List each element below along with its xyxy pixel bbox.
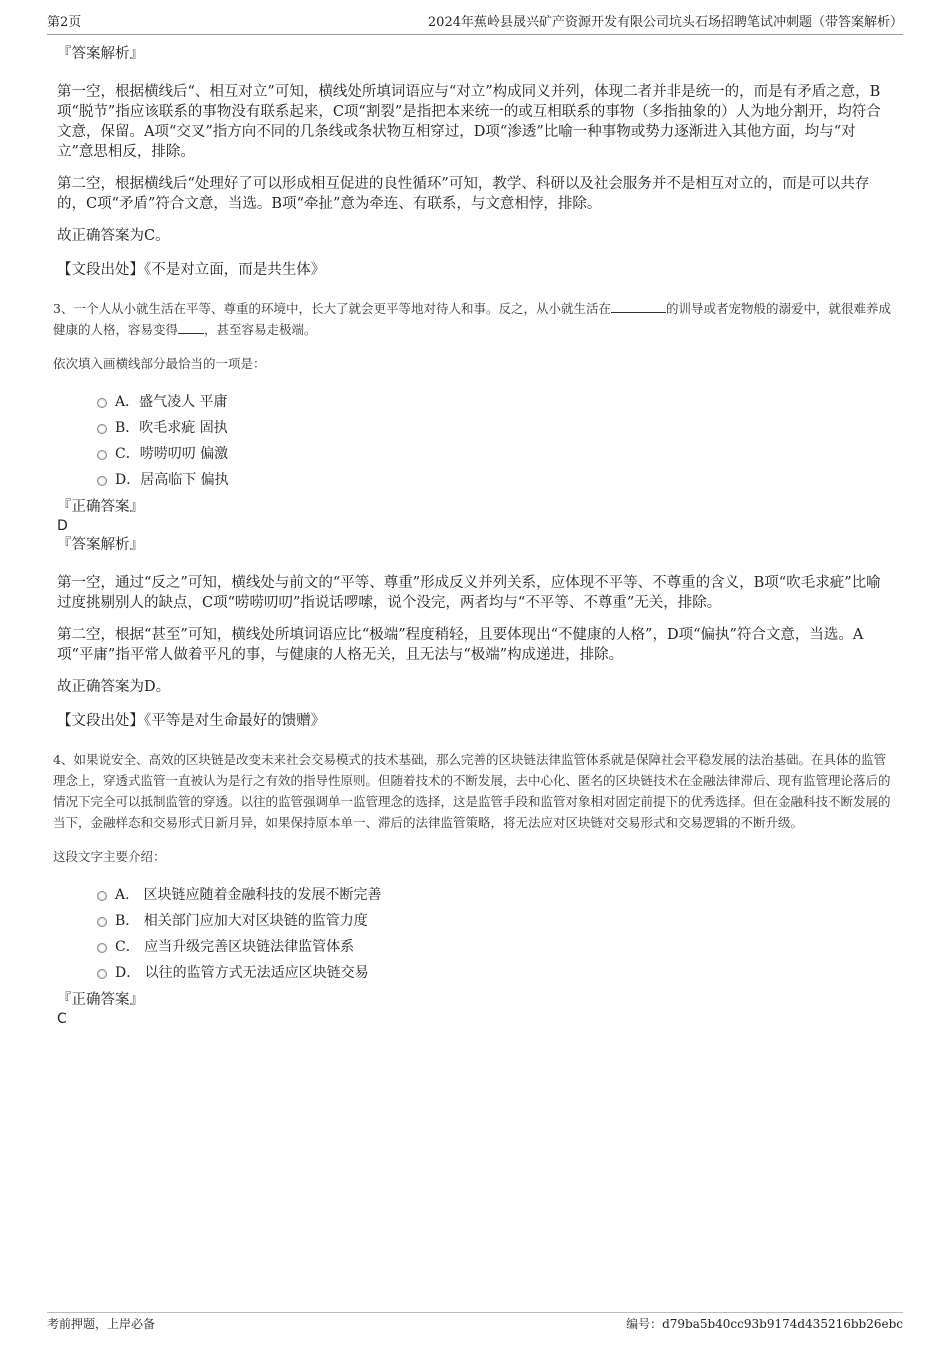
analysis-heading: 『答案解析』 [57,46,144,62]
correct-answer: D [57,518,68,534]
question-prompt: 依次填入画横线部分最恰当的一项是： [53,356,266,371]
option-a[interactable] [97,882,892,908]
option-label: B． 相关部门应加大对区块链的监管力度 [115,913,368,929]
document-id: 编号：d79ba5b40cc93b9174d435216bb26ebc [626,1317,903,1331]
fill-blank [178,320,204,334]
option-label: D． 以往的监管方式无法适应区块链交易 [115,965,369,981]
option-label: D．居高临下 偏执 [115,472,229,488]
page-footer [47,1312,903,1331]
option-list [97,882,892,986]
correct-answer: C [57,1011,67,1027]
fill-blank [611,299,666,313]
analysis-paragraph: 第一空，通过“反之”可知，横线处与前文的“平等、尊重”形成反义并列关系，应体现不平等、不尊重的含义，B项“吹毛求疵”比喻过度挑剔别人的缺点，C项“唠唠叨叨”指说话啰嗦，说个没完，两者均与“不平等、不尊重”无关，排除。 [57,575,881,611]
option-label: B．吹毛求疵 固执 [115,420,228,436]
option-b[interactable] [97,908,892,934]
source-citation: 【文段出处】《不是对立面，而是共生体》 [57,262,326,278]
question-stem-part: 3、一个人从小就生活在平等、尊重的环境中，长大了就会更平等地对待人和事。反之，从小就生活在 [53,301,611,316]
question-stem-part: 的训导或者宠物般的溺爱中，就很难养成健康的人格，容易变得 [53,301,891,337]
radio-icon[interactable] [97,450,107,460]
option-list [97,389,892,493]
page-number: 第2页 [47,15,82,30]
question-stem-part: ，甚至容易走极端。 [204,322,317,337]
radio-icon[interactable] [97,917,107,927]
page-header [47,14,903,35]
radio-icon[interactable] [97,476,107,486]
document-title: 2024年蕉岭县晟兴矿产资源开发有限公司坑头石场招聘笔试冲刺题（带答案解析） [427,15,903,30]
radio-icon[interactable] [97,943,107,953]
analysis-paragraph: 第二空，根据横线后“处理好了可以形成相互促进的良性循环”可知，教学、科研以及社会服务并不是相互对立的，而是可以共存的，C项“矛盾”符合文意，当选。B项“牵扯”意为牵连、有联系，与文意相悖，排除。 [57,176,870,212]
answer-conclusion: 故正确答案为C。 [57,228,170,244]
analysis-paragraph: 第二空，根据“甚至”可知，横线处所填词语应比“极端”程度稍轻，且要体现出“不健康的人格”，D项“偏执”符合文意，当选。A项“平庸”指平常人做着平凡的事，与健康的人格无关，且无法与“极端”构成递进，排除。 [57,627,864,663]
source-citation: 【文段出处】《平等是对生命最好的馈赠》 [57,713,326,729]
analysis-heading: 『答案解析』 [57,537,144,553]
option-d[interactable] [97,960,892,986]
option-label: A． 区块链应随着金融科技的发展不断完善 [115,887,382,903]
question-stem: 4、如果说安全、高效的区块链是改变未来社会交易模式的技术基础，那么完善的区块链法律监管体系就是保障社会平稳发展的法治基础。在具体的监管理念上，穿透式监管一直被认为是行之有效的指导性原则。但随着技术的不断发展，去中心化、匿名的区块链技术在金融法律滞后、现有监管理论落后的情况下完全可以抵制监管的穿透。以往的监管强调单一监管理念的选择，这是监管手段和监管对象相对固定前提下的优秀选择。但在金融科技不断发展的当下，金融样态和交易形式日新月异，如果保持原本单一、滞后的法律监管策略，将无法应对区块链对交易形式和交易逻辑的不断升级。 [53,752,891,830]
option-label: C． 应当升级完善区块链法律监管体系 [115,939,355,955]
option-c[interactable] [97,441,892,467]
footer-slogan: 考前押题，上岸必备 [47,1317,156,1331]
option-a[interactable] [97,389,892,415]
question-prompt: 这段文字主要介绍： [53,849,166,864]
option-label: C．唠唠叨叨 偏激 [115,446,229,462]
option-label: A．盛气凌人 平庸 [115,394,228,410]
correct-answer-heading: 『正确答案』 [57,992,144,1008]
radio-icon[interactable] [97,424,107,434]
correct-answer-heading: 『正确答案』 [57,499,144,515]
answer-conclusion: 故正确答案为D。 [57,679,171,695]
radio-icon[interactable] [97,891,107,901]
main-content [53,44,892,1028]
analysis-paragraph: 第一空，根据横线后“、相互对立”可知，横线处所填词语应与“对立”构成同义并列，体现二者并非是统一的，而是有矛盾之意，B项“脱节”指应该联系的事物没有联系起来，C项“割裂”是指把本来统一的或互相联系的事物（多指抽象的）人为地分割开，均符合文意，保留。A项“交叉”指方向不同的几条线或条状物互相穿过，D项“渗透”比喻一种事物或势力逐渐进入其他方面，均与“对立”意思相反，排除。 [57,84,881,160]
radio-icon[interactable] [97,398,107,408]
question-stem [53,298,892,340]
option-d[interactable] [97,467,892,493]
radio-icon[interactable] [97,969,107,979]
option-c[interactable] [97,934,892,960]
option-b[interactable] [97,415,892,441]
